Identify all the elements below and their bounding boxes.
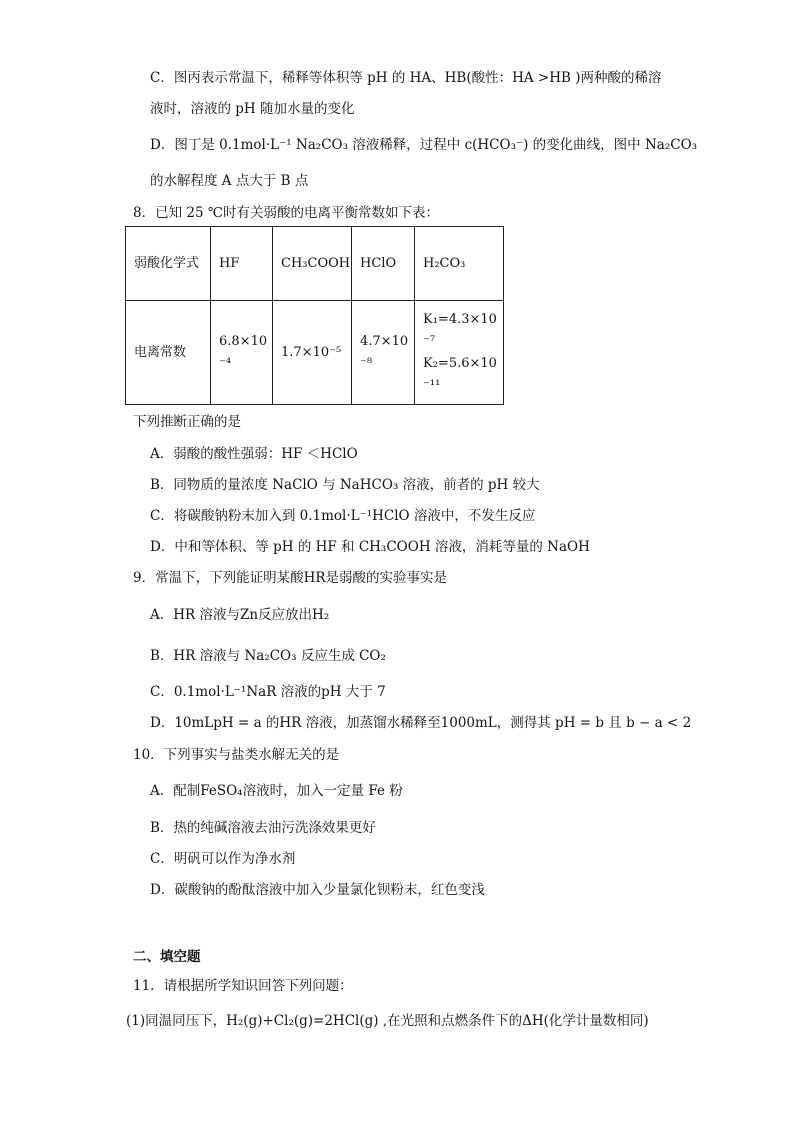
section-heading: 二、填空题 [133, 949, 201, 965]
table-cell: H₂CO₃ [415, 227, 504, 301]
ionization-constant-table [125, 226, 504, 405]
q9-option-d: D．10mLpH = a 的HR 溶液，加蒸馏水稀释至1000mL，测得其 pH = b 且 b − a < 2 [150, 715, 692, 731]
q8-option-a: A．弱酸的酸性强弱：HF ＜HClO [150, 446, 358, 462]
q11-part1: (1)同温同压下，H₂(g)+Cl₂(g)=2HCl(g) ,在光照和点燃条件下的ΔH(化学计量数相同) [126, 1013, 649, 1029]
table-cell: HF [211, 227, 273, 301]
q9-option-a: A．HR 溶液与Zn反应放出H₂ [150, 607, 330, 623]
k2-value: K₂=5.6×10⁻¹¹ [423, 355, 497, 393]
q8-option-b: B．同物质的量浓度 NaClO 与 NaHCO₃ 溶液，前者的 pH 较大 [150, 477, 540, 493]
table-cell: 电离常数 [126, 301, 211, 405]
q10-option-b: B．热的纯碱溶液去油污洗涤效果更好 [150, 820, 376, 836]
table-cell [415, 301, 504, 405]
q8-stem: 8．已知 25 ℃时有关弱酸的电离平衡常数如下表： [133, 205, 439, 221]
k1-value: K₁=4.3×10⁻⁷ [423, 311, 497, 349]
q10-stem: 10．下列事实与盐类水解无关的是 [133, 747, 340, 763]
table-cell: HClO [352, 227, 415, 301]
table-cell: CH₃COOH [273, 227, 352, 301]
table-cell: 4.7×10⁻⁸ [352, 301, 415, 405]
q7-option-c-line2: 液时，溶液的 pH 随加水量的变化 [150, 101, 355, 117]
q10-option-c: C．明矾可以作为净水剂 [150, 851, 296, 867]
q7-option-d-line2: 的水解程度 A 点大于 B 点 [150, 173, 309, 189]
q7-option-d-line1: D．图丁是 0.1mol·L⁻¹ Na₂CO₃ 溶液稀释，过程中 c(HCO₃⁻) 的变化曲线，图中 Na₂CO₃ [150, 137, 698, 153]
table-cell: 6.8×10⁻⁴ [211, 301, 273, 405]
table-row [126, 301, 504, 405]
q9-option-b: B．HR 溶液与 Na₂CO₃ 反应生成 CO₂ [150, 648, 386, 664]
table-row [126, 227, 504, 301]
q8-option-c: C．将碳酸钠粉末加入到 0.1mol·L⁻¹HClO 溶液中，不发生反应 [150, 508, 536, 524]
q10-option-d: D．碳酸钠的酚酞溶液中加入少量氯化钡粉末，红色变浅 [150, 882, 485, 898]
q8-option-d: D．中和等体积、等 pH 的 HF 和 CH₃COOH 溶液，消耗等量的 NaOH [150, 539, 590, 555]
q9-option-c: C．0.1mol·L⁻¹NaR 溶液的pH 大于 7 [150, 684, 386, 700]
table-cell: 弱酸化学式 [126, 227, 211, 301]
q8-prompt: 下列推断正确的是 [133, 414, 241, 430]
q9-stem: 9．常温下，下列能证明某酸HR是弱酸的实验事实是 [133, 570, 448, 586]
q10-option-a: A．配制FeSO₄溶液时，加入一定量 Fe 粉 [150, 783, 403, 799]
table-cell: 1.7×10⁻⁵ [273, 301, 352, 405]
q7-option-c-line1: C．图丙表示常温下，稀释等体积等 pH 的 HA、HB(酸性：HA >HB )两种酸的稀溶 [150, 70, 662, 86]
q11-stem: 11．请根据所学知识回答下列问题： [133, 978, 353, 994]
